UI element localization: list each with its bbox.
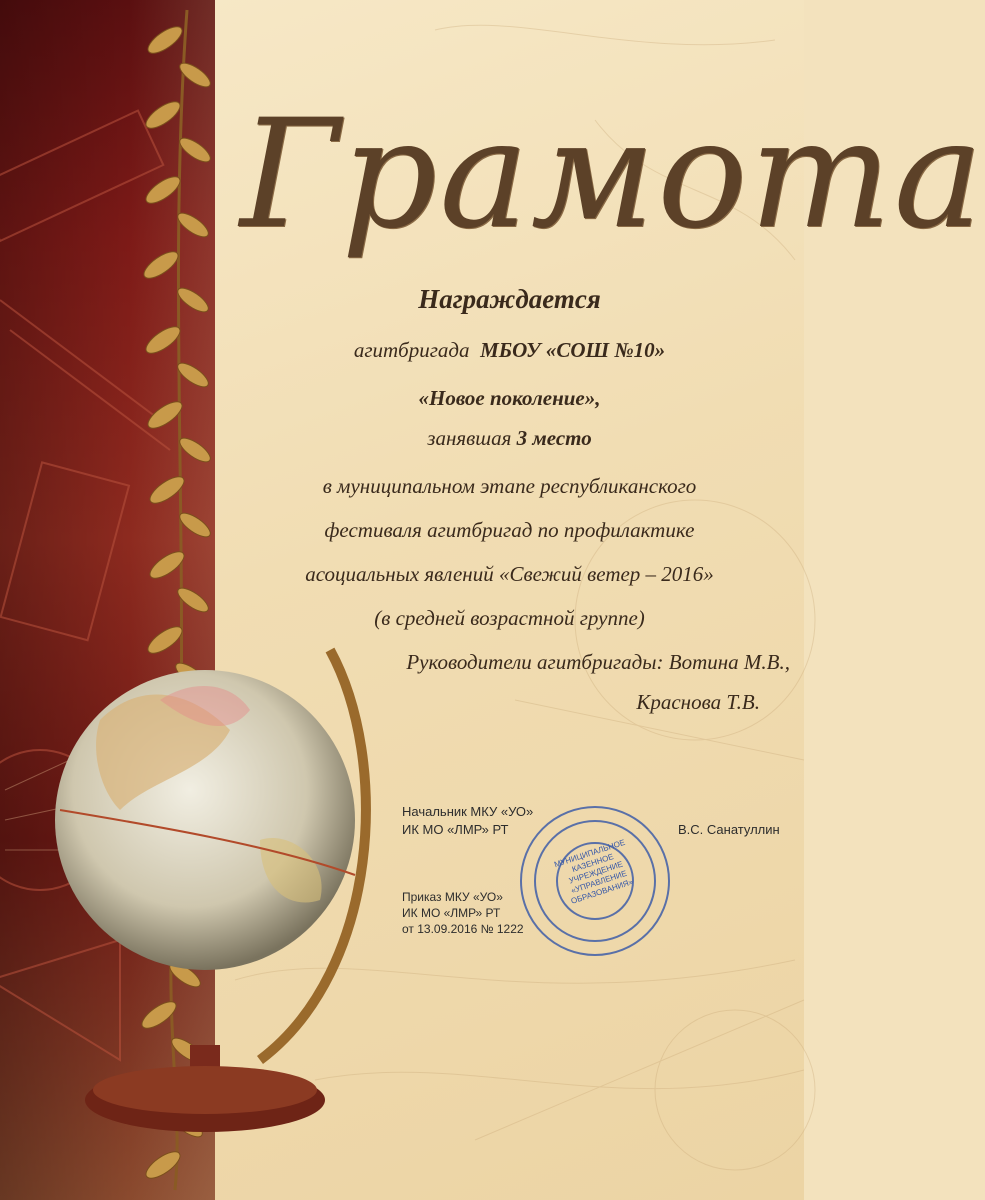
event-line-2: фестиваля агитбригад по профилактике	[324, 518, 695, 542]
order-line2: ИК МО «ЛМР» РТ	[402, 906, 501, 920]
event-line-4: (в средней возрастной группе)	[374, 606, 645, 630]
signatory-position-line2: ИК МО «ЛМР» РТ	[402, 822, 509, 837]
recipient-line	[215, 338, 804, 363]
globe-illustration	[30, 640, 370, 1160]
leaders-label: Руководители агитбригады:	[406, 650, 664, 674]
place-value: 3 место	[516, 426, 592, 450]
signatory-name: В.С. Санатуллин	[678, 822, 780, 837]
stamp-center-text: МУНИЦИПАЛЬНОЕ КАЗЕННОЕ УЧРЕЖДЕНИЕ «УПРАВЛЕНИЕ ОБРАЗОВАНИЯ»	[553, 837, 635, 906]
team-name: «Новое поколение»,	[418, 386, 601, 410]
order-line1: Приказ МКУ «УО»	[402, 890, 503, 904]
signatory-position-line1: Начальник МКУ «УО»	[402, 804, 534, 819]
certificate-title: Грамота	[240, 88, 985, 262]
recipient-prefix: агитбригада	[353, 338, 470, 362]
place-line	[215, 426, 804, 451]
leader-name-2: Краснова Т.В.	[636, 690, 760, 714]
event-line-3: асоциальных явлений «Свежий ветер – 2016»	[305, 562, 714, 586]
school-name: МБОУ «СОШ №10»	[480, 338, 666, 362]
awarded-heading: Награждается	[418, 284, 601, 314]
event-line-1: в муниципальном этапе республиканского	[322, 474, 697, 498]
leader-name-1: Вотина М.В.,	[668, 650, 790, 674]
place-prefix: занявшая	[427, 426, 512, 450]
order-line3: от 13.09.2016 № 1222	[402, 922, 524, 936]
leaders-line	[330, 650, 790, 675]
